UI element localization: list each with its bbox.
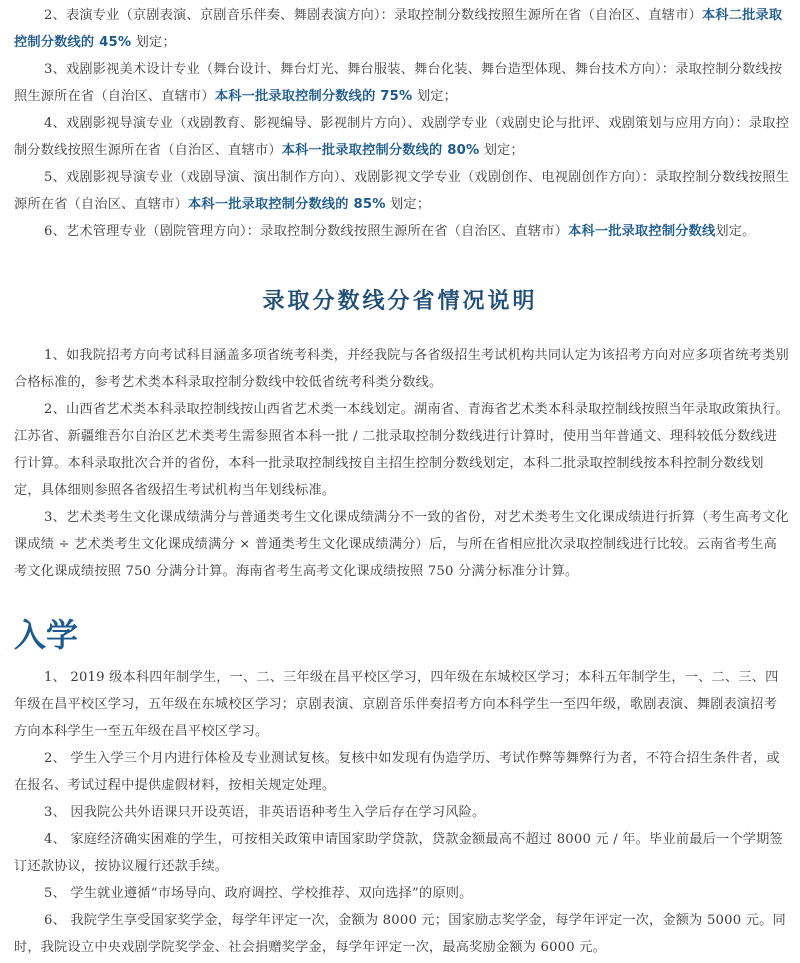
- enrollment-item-4: 4、 家庭经济确实困难的学生，可按相关政策申请国家助学贷款，贷款金额最高不超过 8000 元 / 年。毕业前最后一个学期签订还款协议，按协议履行还款手续。: [14, 832, 783, 874]
- enrollment-item-1: 1、 2019 级本科四年制学生，一、二、三年级在昌平校区学习，四年级在东城校区学习；本科五年制学生，一、二、三、四年级在昌平校区学习，五年级在东城校区学习；京剧表演、京剧音乐伴奏招考方向本科学生一至四年级，歌剧表演、舞剧表演招考方向本科学生一至五年级在昌平校区学习。: [14, 670, 779, 739]
- section-title-provincial: 录取分数线分省情况说明: [262, 288, 538, 314]
- rule-suffix: 划定；: [131, 35, 176, 50]
- rule-item-6: [14, 218, 790, 245]
- provincial-item-3: 3、艺术类考生文化课成绩满分与普通类考生文化课成绩满分不一致的省份，对艺术类考生文化课成绩进行折算（考生高考文化课成绩 ÷ 艺术类考生文化课成绩满分 × 普通类考生文化课成绩满分）后，与所在省相应批次录取控制线进行比较。云南省考生高考文化课成绩按照 750 分满分计算。海南省考生高考文化课成绩按照 750 分满分标准分计算。: [14, 510, 789, 579]
- enrollment-item-6: 6、 我院学生享受国家奖学金，每学年评定一次，金额为 8000 元；国家励志奖学金，每学年评定一次，金额为 5000 元。同时，我院设立中央戏剧学院奖学金、社会捐赠奖学金，每学年评定一次，最高奖励金额为 6000 元。: [14, 913, 786, 955]
- rule-item-2: [14, 2, 790, 56]
- provincial-item-1: 1、如我院招考方向考试科目涵盖多项省统考科类，并经我院与各省级招生考试机构共同认定为该招考方向对应多项省统考类别合格标准的，参考艺术类本科录取控制分数线中较低省统考科类分数线。: [14, 348, 789, 390]
- rule-suffix: 划定；: [479, 143, 524, 158]
- enrollment-item-3: 3、 因我院公共外语课只开设英语，非英语语种考生入学后存在学习风险。: [44, 805, 486, 820]
- enrollment-item-2: 2、 学生入学三个月内进行体检及专业测试复核。复核中如发现有伪造学历、考试作弊等舞弊行为者，不符合招生条件者，或在报名、考试过程中提供虚假材料，按相关规定处理。: [14, 751, 780, 793]
- section-title-enrollment: 入学: [14, 616, 79, 654]
- rule-item-3: [14, 56, 790, 110]
- rule-highlight: 本科一批录取控制分数线的 75%: [214, 89, 413, 104]
- enrollment-item-5: 5、 学生就业遵循“市场导向、政府调控、学校推荐、双向选择”的原则。: [44, 886, 473, 901]
- rule-highlight: 本科一批录取控制分数线的 80%: [281, 143, 480, 158]
- rule-text: 4、戏剧影视导演专业（戏剧教育、影视编导、影视制片方向）、戏剧学专业（戏剧史论与批评、戏剧策划与应用方向）：录取控制分数线按照生源所在省（自治区、直辖市）: [14, 116, 790, 158]
- rule-item-4: [14, 110, 790, 164]
- rule-suffix: 划定；: [385, 197, 431, 212]
- rule-text: 5、戏剧影视导演专业（戏剧导演、演出制作方向）、戏剧影视文学专业（戏剧创作、电视剧创作方向）：录取控制分数线按照生源所在省（自治区、直辖市）: [14, 170, 790, 212]
- rule-suffix: 划定。: [715, 224, 756, 239]
- rule-highlight: 本科一批录取控制分数线的 85%: [188, 197, 386, 212]
- rule-text: 3、戏剧影视美术设计专业（舞台设计、舞台灯光、舞台服装、舞台化装、舞台造型体现、舞台技术方向）：录取控制分数线按照生源所在省（自治区、直辖市）: [14, 62, 783, 104]
- provincial-item-2: 2、山西省艺术类本科录取控制线按山西省艺术类一本线划定。湖南省、青海省艺术类本科录取控制线按照当年录取政策执行。江苏省、新疆维吾尔自治区艺术类考生需参照省本科一批 / 二批录取控制分数线进行计算时，使用当年普通文、理科较低分数线进行计算。本科录取批次合并的省份，本科一批录取控制线按自主招生控制分数线划定，本科二批录取控制线按本科控制分数线划定，具体细则参照各省级招生考试机构当年划线标准。: [14, 402, 789, 498]
- rule-text: 6、艺术管理专业（剧院管理方向）：录取控制分数线按照生源所在省（自治区、直辖市）: [44, 224, 569, 239]
- rule-highlight: 本科二批录取控制分数线的 45%: [14, 8, 783, 50]
- rule-item-5: [14, 164, 790, 218]
- rule-suffix: 划定；: [412, 89, 457, 104]
- rule-text: 2、表演专业（京剧表演、京剧音乐伴奏、舞剧表演方向）：录取控制分数线按照生源所在省（自治区、直辖市）: [44, 8, 702, 23]
- rule-highlight: 本科一批录取控制分数线: [568, 224, 716, 239]
